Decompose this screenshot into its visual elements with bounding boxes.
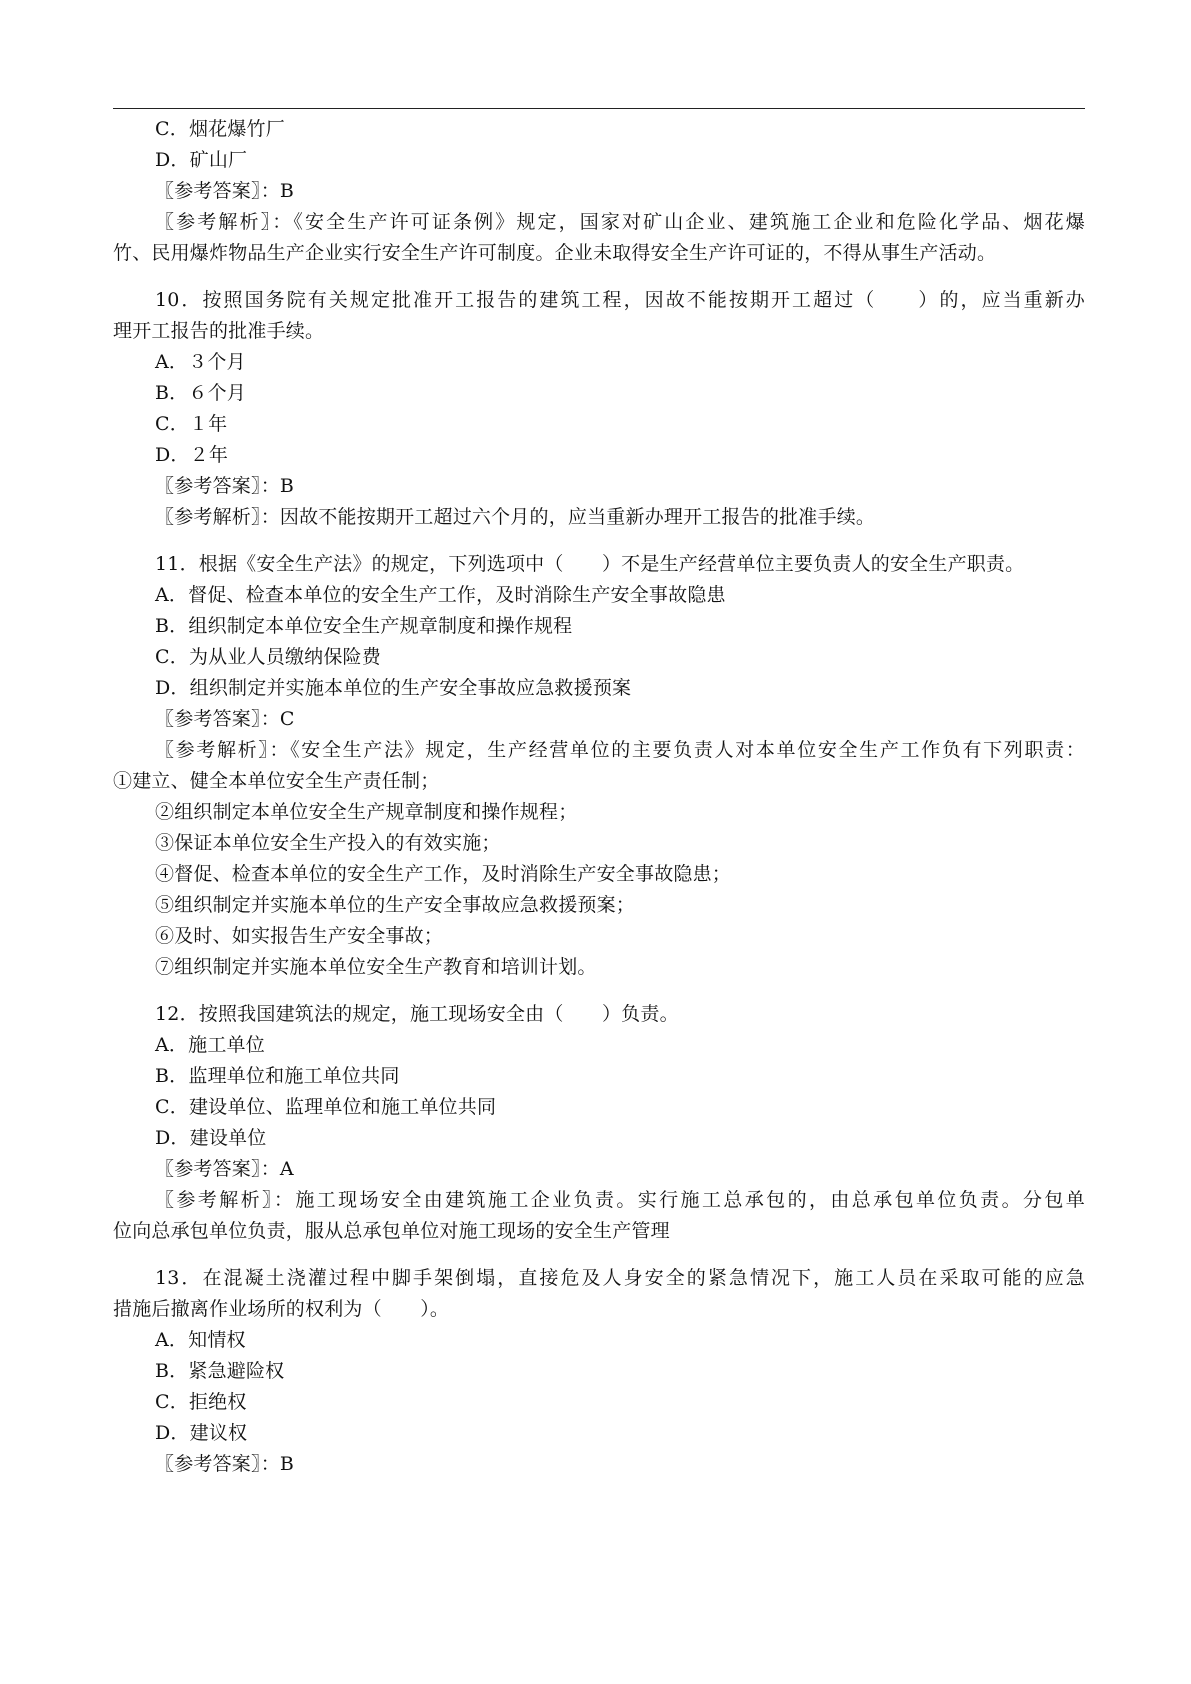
answer: 〖参考答案〗：C [155, 708, 295, 730]
option-a: A．督促、检查本单位的安全生产工作，及时消除生产安全事故隐患 [155, 584, 726, 606]
duty-item: ④督促、检查本单位的安全生产工作，及时消除生产安全事故隐患； [155, 863, 732, 885]
option-c: C．１年 [155, 413, 228, 435]
analysis-line: 〖参考解析〗：施工现场安全由建筑施工企业负责。实行施工总承包的，由总承包单位负责。分包单 [155, 1189, 1085, 1211]
question-12 [113, 999, 1085, 1247]
analysis-line: 〖参考解析〗：《安全生产法》规定，生产经营单位的主要负责人对本单位安全生产工作负有下列职责： [155, 739, 1085, 761]
option-c: C．建设单位、监理单位和施工单位共同 [155, 1096, 497, 1118]
option-a: A．知情权 [155, 1329, 246, 1351]
duty-item: ⑤组织制定并实施本单位的生产安全事故应急救援预案； [155, 894, 636, 916]
question-13 [113, 1263, 1085, 1480]
question-stem: 11．根据《安全生产法》的规定，下列选项中（ ）不是生产经营单位主要负责人的安全生产职责。 [155, 553, 1025, 575]
analysis-line: 竹、民用爆炸物品生产企业实行安全生产许可制度。企业未取得安全生产许可证的，不得从事生产活动。 [113, 242, 997, 264]
duty-item: ⑥及时、如实报告生产安全事故； [155, 925, 444, 947]
answer: 〖参考答案〗：B [155, 180, 295, 202]
question-stem: 13．在混凝土浇灌过程中脚手架倒塌，直接危及人身安全的紧急情况下，施工人员在采取可能的应急 [155, 1267, 1085, 1289]
analysis-line: 位向总承包单位负责，服从总承包单位对施工现场的安全生产管理 [113, 1220, 670, 1242]
option-d: D．矿山厂 [155, 149, 248, 171]
question-10 [113, 285, 1085, 533]
option-c: C．烟花爆竹厂 [155, 118, 285, 140]
option-b: B．６个月 [155, 382, 246, 404]
answer: 〖参考答案〗：B [155, 475, 295, 497]
option-b: B．组织制定本单位安全生产规章制度和操作规程 [155, 615, 573, 637]
duty-item: ①建立、健全本单位安全生产责任制； [113, 770, 440, 792]
question-stem: 12．按照我国建筑法的规定，施工现场安全由（ ）负责。 [155, 1003, 679, 1025]
analysis-line: 〖参考解析〗：《安全生产许可证条例》规定，国家对矿山企业、建筑施工企业和危险化学品、烟花爆 [155, 211, 1085, 233]
option-c: C．为从业人员缴纳保险费 [155, 646, 381, 668]
analysis-line: 〖参考解析〗：因故不能按期开工超过六个月的，应当重新办理开工报告的批准手续。 [155, 506, 876, 528]
question-stem: 10．按照国务院有关规定批准开工报告的建筑工程，因故不能按期开工超过（ ）的，应当重新办 [155, 289, 1085, 311]
option-b: B．紧急避险权 [155, 1360, 285, 1382]
option-d: D．２年 [155, 444, 229, 466]
question-stem: 措施后撤离作业场所的权利为（ ）。 [113, 1298, 450, 1320]
option-d: D．建设单位 [155, 1127, 267, 1149]
option-a: A．施工单位 [155, 1034, 265, 1056]
question-9 [113, 114, 1085, 269]
question-11 [113, 549, 1085, 983]
question-stem: 理开工报告的批准手续。 [113, 320, 325, 342]
option-d: D．组织制定并实施本单位的生产安全事故应急救援预案 [155, 677, 632, 699]
document-body [113, 114, 1085, 1480]
option-d: D．建议权 [155, 1422, 248, 1444]
option-c: C．拒绝权 [155, 1391, 247, 1413]
option-a: A．３个月 [155, 351, 246, 373]
duty-item: ②组织制定本单位安全生产规章制度和操作规程； [155, 801, 578, 823]
header-rule [113, 108, 1085, 109]
duty-item: ⑦组织制定并实施本单位安全生产教育和培训计划。 [155, 956, 597, 978]
option-b: B．监理单位和施工单位共同 [155, 1065, 400, 1087]
duty-item: ③保证本单位安全生产投入的有效实施； [155, 832, 501, 854]
answer: 〖参考答案〗：B [155, 1453, 295, 1475]
answer: 〖参考答案〗：A [155, 1158, 294, 1180]
